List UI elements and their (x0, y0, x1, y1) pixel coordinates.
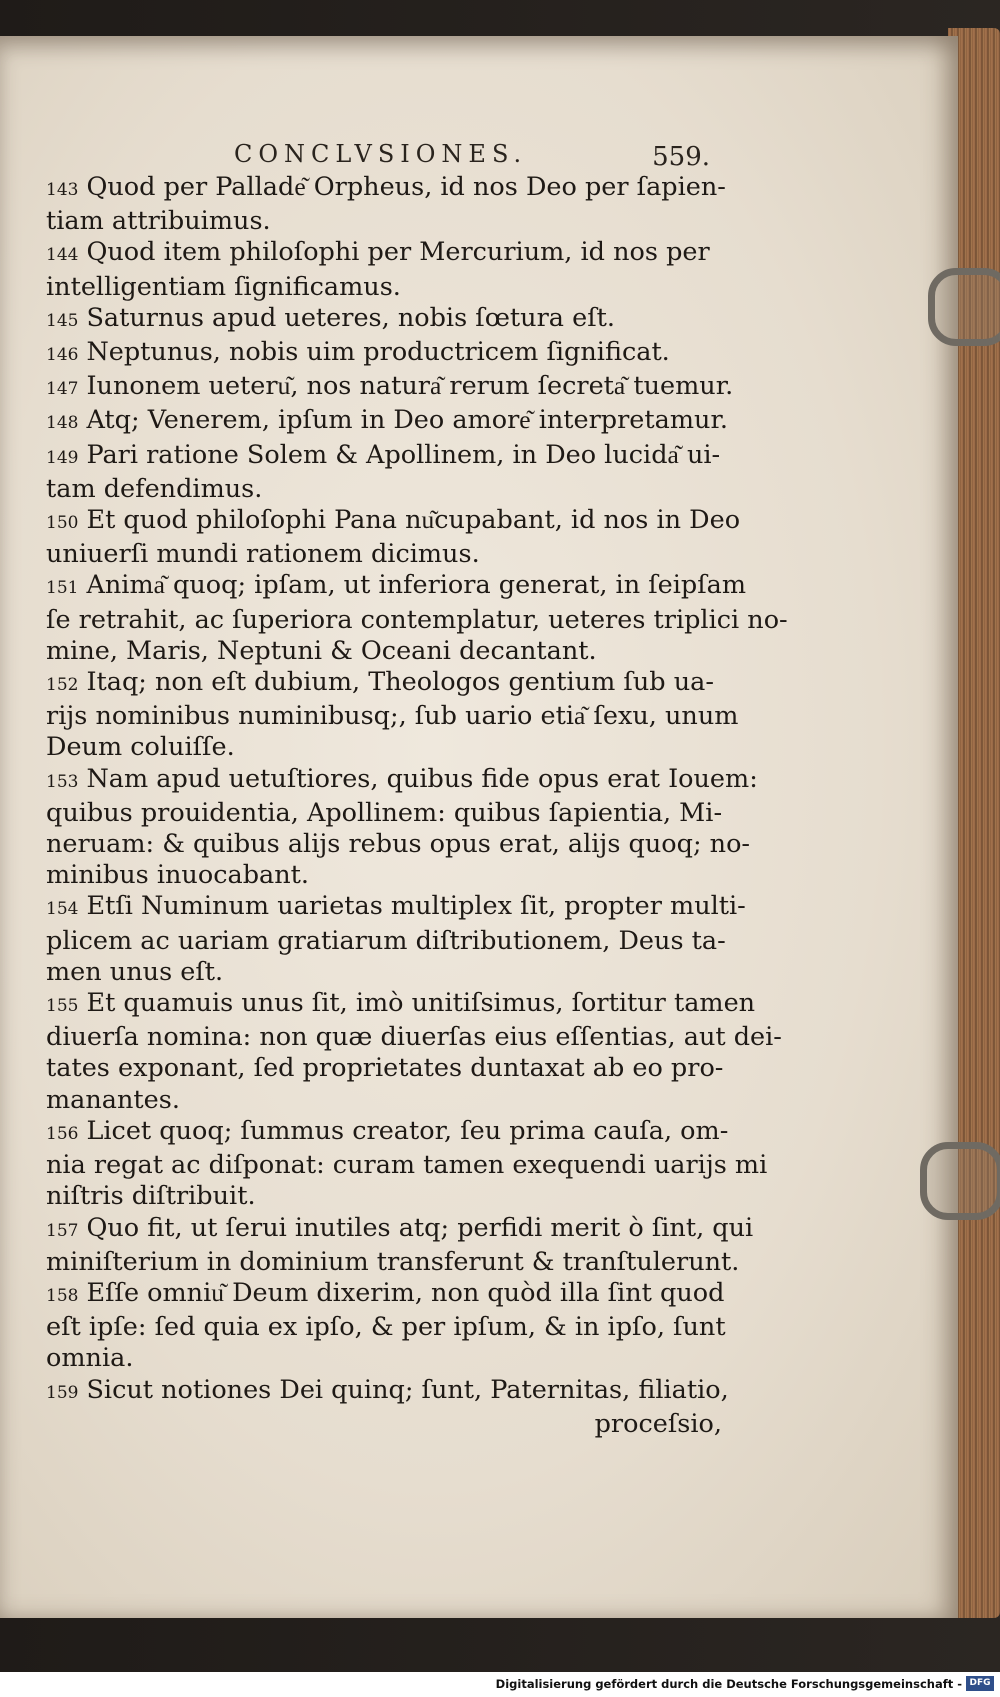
line-text: intelligentiam ſignificamus. (46, 271, 401, 302)
line-text: tiam attribuimus. (46, 206, 271, 237)
text-line (46, 1022, 782, 1053)
paragraph-number: 155 (46, 996, 79, 1017)
text-line (46, 604, 788, 636)
paragraph-number: 146 (46, 345, 79, 366)
text-line (46, 891, 746, 925)
book-clasp-bottom (920, 1142, 1000, 1220)
text-line (46, 371, 734, 405)
line-text: Itaq; non eſt dubium, Theologos gentium ſub ua- (86, 667, 714, 698)
conclusion-paragraph (46, 172, 726, 237)
paragraph-number: 144 (46, 245, 79, 266)
line-text: Nam apud uetuſtiores, quibus fide opus erat Iouem: (86, 763, 758, 794)
conclusion-paragraph (46, 337, 722, 371)
line-text: Quod per Pallade͂ Orpheus, id nos Deo per ſapien- (86, 172, 726, 202)
text-line (46, 1374, 729, 1409)
paragraph-number: 158 (46, 1285, 79, 1306)
line-text: Atq; Venerem, ipſum in Deo amore͂ interpretamur. (86, 405, 728, 436)
text-line (46, 829, 751, 860)
line-text: manantes. (46, 1084, 180, 1115)
line-text: tam defendimus. (46, 473, 263, 504)
text-line (46, 1343, 722, 1374)
conclusion-paragraph (46, 763, 758, 892)
text-line (46, 798, 722, 829)
paragraph-number: 150 (46, 513, 79, 534)
digitization-credit: Digitalisierung gefördert durch die Deutsche Forschungsgemeinschaft - (495, 1677, 962, 1691)
text-line (46, 505, 741, 539)
paragraph-number: 147 (46, 379, 79, 400)
conclusion-paragraph (46, 371, 734, 405)
paragraph-number: 143 (46, 180, 79, 200)
conclusion-paragraph (46, 1374, 729, 1409)
text-line (46, 732, 722, 763)
dfg-logo: DFG (966, 1676, 994, 1691)
text-block (46, 172, 788, 1440)
line-text: Anima͂ quoq; ipſam, ut inferiora generat, in ſeipſam (86, 570, 747, 601)
text-line (46, 988, 756, 1022)
text-line (46, 237, 722, 271)
line-text: plicem ac uariam gratiarum diſtributionem, Deus ta- (46, 925, 726, 956)
paragraph-number: 157 (46, 1220, 79, 1241)
line-text: eſt ipſe: ſed quia ex ipſo, & per ipſum, & in ipſo, ſunt (46, 1312, 726, 1343)
line-text: Quod item philoſophi per Mercurium, id nos per (86, 237, 710, 268)
text-line (46, 172, 726, 206)
conclusion-paragraph (46, 667, 739, 764)
line-text: Deum coluiſſe. (46, 732, 235, 763)
text-line (46, 206, 722, 237)
text-line (46, 570, 747, 604)
line-text: Quo fit, ut ſerui inutiles atq; perfidi merit ò ſint, qui (86, 1212, 754, 1243)
text-line (46, 405, 728, 439)
line-text: diuerſa nomina: non quæ diuerſas eius eſſentias, aut dei- (46, 1022, 782, 1053)
line-text: ſe retrahit, ac ſuperiora contemplatur, ueteres triplici no- (46, 604, 788, 635)
paragraph-number: 156 (46, 1123, 79, 1144)
text-line (46, 440, 722, 474)
text-line (46, 701, 739, 732)
text-line (46, 1277, 725, 1312)
text-line (46, 272, 722, 303)
text-line (46, 1246, 740, 1278)
paragraph-number: 148 (46, 413, 79, 434)
text-line (46, 1085, 722, 1116)
catchword: proceſsio, (594, 1408, 722, 1439)
text-line (46, 474, 722, 505)
footer-bar (0, 1672, 1000, 1697)
text-line (46, 763, 758, 798)
conclusion-paragraph (46, 1277, 726, 1375)
book-clasp-top (928, 268, 1000, 346)
paragraph-number: 159 (46, 1382, 79, 1403)
text-line (46, 1053, 722, 1084)
text-line (46, 957, 722, 988)
line-text: tates exponant, ſed proprietates duntaxat ab eo pro- (46, 1053, 724, 1084)
text-line (46, 925, 726, 957)
paragraph-number: 145 (46, 310, 79, 331)
line-text: Saturnus apud ueteres, nobis ſœtura eſt. (86, 302, 615, 333)
line-text: Eſſe omniu͂ Deum dixerim, non quòd illa ſint quod (86, 1277, 725, 1308)
paragraph-number: 149 (46, 447, 79, 468)
line-text: rijs nominibus numinibusq;, ſub uario etia͂ ſexu, unum (46, 701, 739, 732)
page-header (150, 138, 710, 172)
line-text: Iunonem ueteru͂, nos natura͂ rerum ſecreta͂ tuemur. (86, 371, 734, 402)
text-line (46, 1181, 722, 1212)
line-text: Pari ratione Solem & Apollinem, in Deo lucida͂ ui- (86, 439, 721, 470)
line-text: Etſi Numinum uarietas multiplex ſit, propter multi- (86, 891, 746, 922)
conclusion-paragraph (46, 440, 722, 505)
paragraph-number: 154 (46, 899, 79, 920)
line-text: Et quamuis unus ſit, imò unitiſsimus, ſortitur tamen (86, 988, 756, 1019)
conclusion-paragraph (46, 988, 782, 1116)
conclusion-paragraph (46, 505, 741, 570)
running-title: CONCLVSIONES. (234, 140, 528, 168)
text-line (46, 667, 722, 701)
line-text: men unus eſt. (46, 956, 224, 987)
line-text: Neptunus, nobis uim productricem ſignificat. (86, 337, 670, 368)
text-line (46, 303, 722, 337)
text-line (46, 1115, 729, 1150)
conclusion-paragraph (46, 891, 746, 988)
text-line (46, 1312, 726, 1343)
text-line (46, 1150, 768, 1181)
line-text: omnia. (46, 1343, 134, 1374)
paragraph-number: 152 (46, 675, 79, 696)
line-text: neruam: & quibus alijs rebus opus erat, alijs quoq; no- (46, 829, 751, 860)
text-line (46, 860, 722, 891)
line-text: miniſterium in dominium transferunt & tranſtulerunt. (46, 1246, 740, 1277)
page-number: 559. (652, 142, 710, 172)
paragraph-number: 153 (46, 771, 79, 792)
conclusion-paragraph (46, 303, 722, 337)
line-text: nia regat ac diſponat: curam tamen exequendi uarijs mi (46, 1150, 768, 1181)
conclusion-paragraph (46, 570, 788, 667)
conclusion-paragraph (46, 405, 728, 439)
line-text: mine, Maris, Neptuni & Oceani decantant. (46, 635, 597, 666)
paragraph-number: 151 (46, 578, 79, 599)
text-line (46, 1212, 754, 1247)
line-text: quibus prouidentia, Apollinem: quibus ſapientia, Mi- (46, 797, 723, 828)
line-text: Et quod philoſophi Pana nu͂cupabant, id nos in Deo (86, 505, 741, 536)
text-line (46, 636, 722, 667)
line-text: Licet quoq; ſummus creator, ſeu prima cauſa, om- (86, 1115, 729, 1146)
text-line (46, 337, 722, 371)
conclusion-paragraph (46, 237, 722, 302)
line-text: minibus inuocabant. (46, 860, 309, 891)
conclusion-paragraph (46, 1115, 768, 1213)
conclusion-paragraph (46, 1212, 754, 1278)
line-text: uniuerſi mundi rationem dicimus. (46, 539, 480, 570)
text-line (46, 539, 722, 570)
line-text: niſtris diſtribuit. (46, 1181, 256, 1212)
line-text: Sicut notiones Dei quinq; ſunt, Paternitas, filiatio, (86, 1374, 729, 1405)
